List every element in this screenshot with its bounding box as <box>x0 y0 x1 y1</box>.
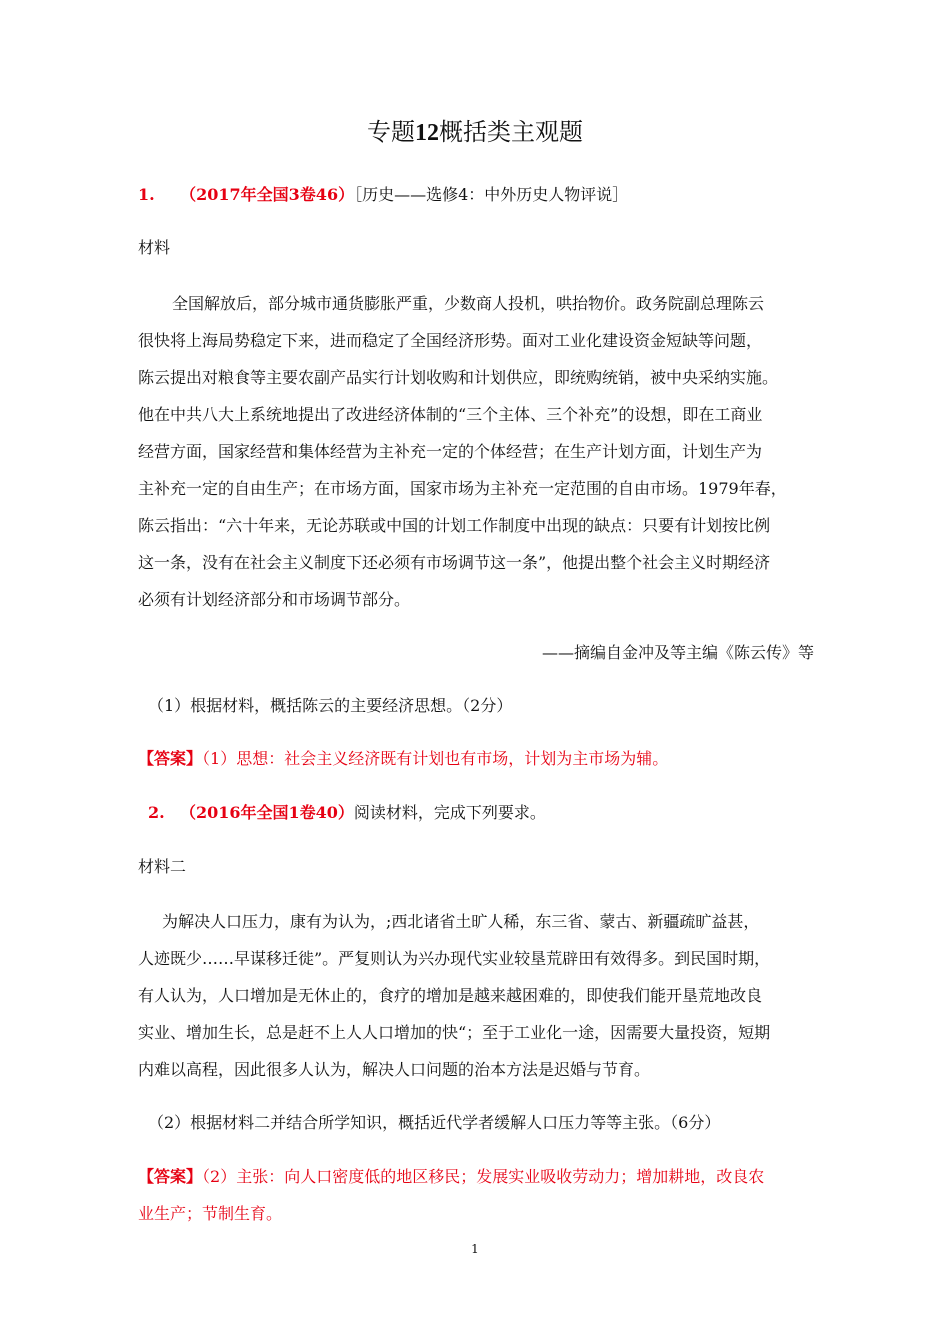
q2-answer-tag: 【答案】 <box>138 1167 203 1186</box>
q1-number: 1. <box>138 185 155 204</box>
q1-answer-text: （1）思想：社会主义经济既有计划也有市场，计划为主市场为辅。 <box>202 749 669 768</box>
q2-answer-text: （2）主张：向人口密度低的地区移民；发展实业吸收劳动力；增加耕地，改良农 <box>202 1167 765 1186</box>
q1-answer <box>138 747 668 771</box>
q1-source: （2017年全国3卷46） <box>180 185 355 204</box>
material-line: 必须有计划经济部分和市场调节部分。 <box>138 590 411 609</box>
material-line: 他在中共八大上系统地提出了改进经济体制的“三个主体、三个补充”的设想，即在工商业 <box>138 405 763 424</box>
q1-question: （1）根据材料，概括陈云的主要经济思想。（2分） <box>148 696 513 715</box>
material-line: 有人认为，人口增加是无休止的，食疗的增加是越来越困难的，即使我们能开垦荒地改良 <box>138 986 763 1005</box>
material-line: 主补充一定的自由生产；在市场方面，国家市场为主补充一定范围的自由市场。1979年春， <box>138 479 787 498</box>
q1-answer-tag: 【答案】 <box>138 749 203 768</box>
material-line: 人迹既少……早谋移迁徙”。严复则认为兴办现代实业较垦荒辟田有效得多。到民国时期， <box>138 949 771 968</box>
material-line: 经营方面，国家经营和集体经营为主补充一定的个体经营；在生产计划方面，计划生产为 <box>138 442 763 461</box>
title-number: 12 <box>415 120 439 146</box>
q2-answer-line: 业生产；节制生育。 <box>138 1204 283 1223</box>
q2-answer-line <box>138 1158 826 1195</box>
q1-subject: ［历史——选修4：中外历史人物评说］ <box>354 185 629 204</box>
page-title <box>0 114 950 151</box>
q2-material <box>138 903 826 1088</box>
material-line: 全国解放后，部分城市通货膨胀严重，少数商人投机，哄抬物价。政务院副总理陈云 <box>172 294 765 313</box>
material-line: 为解决人口压力，康有为认为，;西北诸省土旷人稀，东三省、蒙古、新疆疏旷益甚， <box>162 912 760 931</box>
q2-question: （2）根据材料二并结合所学知识，概括近代学者缓解人口压力等等主张。（6分） <box>148 1113 721 1132</box>
q1-header <box>138 183 628 207</box>
q2-header <box>148 801 546 825</box>
q2-source: （2016年全国1卷40） <box>179 803 354 822</box>
q2-number: 2. <box>148 803 165 822</box>
material-line: 实业、增加生长，总是赶不上人人口增加的快“；至于工业化一途，因需要大量投资，短期 <box>138 1023 771 1042</box>
material-line: 陈云提出对粮食等主要农副产品实行计划收购和计划供应，即统购统销，被中央采纳实施。 <box>138 368 779 387</box>
material-line: 很快将上海局势稳定下来，进而稳定了全国经济形势。面对工业化建设资金短缺等问题， <box>138 331 763 350</box>
q2-intro: 阅读材料，完成下列要求。 <box>353 803 546 822</box>
page-number: 1 <box>471 1242 479 1256</box>
q2-answer <box>138 1158 826 1232</box>
title-prefix: 专题 <box>367 118 415 146</box>
material-line: 内难以高程，因此很多人认为，解决人口问题的治本方法是迟婚与节育。 <box>138 1060 651 1079</box>
material-line: 这一条，没有在社会主义制度下还必须有市场调节这一条”，他提出整个社会主义时期经济 <box>138 553 771 572</box>
q1-attribution: ——摘编自金冲及等主编《陈云传》等 <box>541 643 814 662</box>
q1-material <box>138 285 826 618</box>
q2-material-label: 材料二 <box>138 857 187 876</box>
q1-material-label: 材料 <box>138 238 171 257</box>
material-line: 陈云指出：“六十年来，无论苏联或中国的计划工作制度中出现的缺点：只要有计划按比例 <box>138 516 771 535</box>
title-suffix: 概括类主观题 <box>439 118 583 146</box>
